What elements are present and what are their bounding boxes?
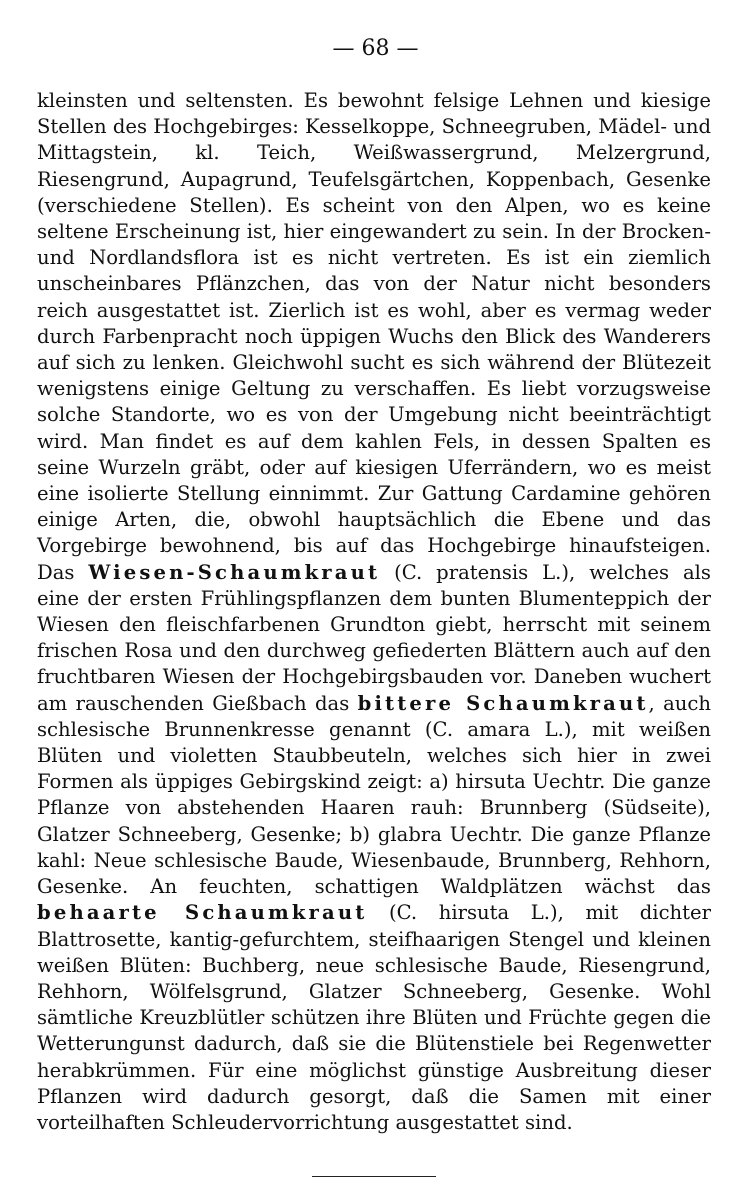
footer-rule — [312, 1176, 436, 1177]
text-run: , auch schlesische Brunnenkresse genannt (C. amara L.), mit weißen Blüten und violetten Staubbeuteln, welches sich hier in zwei Formen als üppiges Gebirgskind zeigt: a) hirsuta Uechtr. Die ganze Pflanze von abstehenden Haaren rauh: Brunnberg (Südseite), Glatzer Schneeberg, Gesenke; b) glabra Uechtr. Die ganze Pflanze kahl: Neue schlesische Baude, Wiesenbaude, Brunnberg, Rehhorn, Gesenke. An feuchten, schattigen Waldplätzen wächst das — [37, 691, 711, 899]
spaced-term-behaarte-schaumkraut: behaarte Schaumkraut — [37, 901, 368, 925]
spaced-term-wiesen-schaumkraut: Wiesen-Schaumkraut — [88, 560, 381, 584]
text-run: (C. hirsuta L.), mit dichter Blattrosette, kantig-gefurchtem, steifhaarigen Stengel und kleinen weißen Blüten: Buchberg, neue schlesische Baude, Riesengrund, Rehhorn, Wölfelsgrund, Glatzer Schneeberg, Gesenke. Wohl sämtliche Kreuzblütler schützen ihre Blüten und Früchte gegen die Wetterungunst dadurch, daß sie die Blütenstiele bei Regenwetter herabkrümmen. Für eine möglichst günstige Ausbreitung dieser Pflanzen wird dadurch gesorgt, daß die Samen mit einer vorteilhaften Schleudervorrichtung ausgestattet sind. — [37, 901, 711, 1134]
spaced-term-bittere-schaumkraut: bittere Schaumkraut — [357, 691, 649, 715]
text-run: (C. pratensis L.), welches als eine der ersten Frühlingspflanzen dem bunten Blumenteppich der Wiesen den fleischfarbenen Grundton giebt, herrscht mit seinem frischen Rosa und den durchweg gefiederten Blättern auch auf den fruchtbaren Wiesen der Hochgebirgsbauden vor. Daneben wuchert am rauschenden Gießbach das — [37, 560, 711, 715]
text-run: kleinsten und seltensten. Es bewohnt felsige Lehnen und kiesige Stellen des Hochgebirges: Kesselkoppe, Schneegruben, Mädel- und Mittagstein, kl. Teich, Weißwassergrund, Melzergrund, Riesengrund, Aupagrund, Teufelsgärtchen, Koppenbach, Gesenke (verschiedene Stellen). Es scheint von den Alpen, wo es keine seltene Erscheinung ist, hier eingewandert zu sein. In der Brocken- und Nordlandsflora ist es nicht vertreten. Es ist ein ziemlich unscheinbares Pflänzchen, das von der Natur nicht besonders reich ausgestattet ist. Zierlich ist es wohl, aber es vermag weder durch Farbenpracht noch üppigen Wuchs den Blick des Wanderers auf sich zu lenken. Gleichwohl sucht es sich während der Blütezeit wenigstens einige Geltung zu verschaffen. Es liebt vorzugsweise solche Standorte, wo es von der Umgebung nicht beeinträchtigt wird. Man findet es auf dem kahlen Fels, in dessen Spalten es seine Wurzeln gräbt, oder auf kiesigen Uferrändern, wo es meist eine isolierte Stellung einnimmt. Zur Gattung Cardamine gehören einige Arten, die, obwohl hauptsächlich die Ebene und das Vorgebirge bewohnend, bis auf das Hochgebirge hinaufsteigen. Das — [37, 89, 711, 584]
body-text — [37, 88, 711, 1136]
paragraph — [37, 88, 711, 1136]
page-number: — 68 — — [332, 36, 419, 61]
